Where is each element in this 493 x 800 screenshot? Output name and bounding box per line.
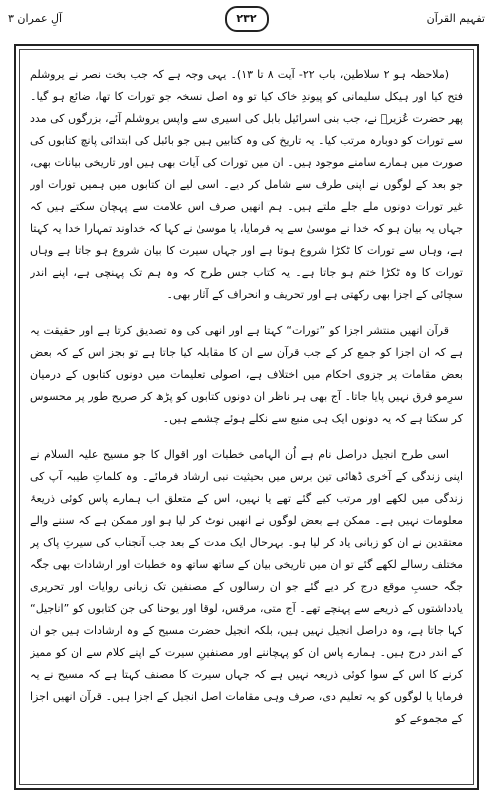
paragraph-2: قرآن انھیں منتشر اجزا کو ”تورات“ کہتا ہے اور انھی کی وہ تصدیق کرتا ہے اور حقیقت یہ ہے کہ ان اجزا کو جمع کر کے جب قرآن سے ان کا مقابلہ کیا جاتا ہے تو بجز اس کے کہ بعض بعض مقامات پر جزوی احکام میں اختلاف ہے، اصولی تعلیمات میں دونوں کتابوں کے درمیان سرِمو فرق نہیں پایا جاتا۔ آج بھی ہر ناظر ان دونوں کتابوں کو پڑھ کر صریح طور پر محسوس کر سکتا ہے کہ یہ دونوں ایک ہی منبع سے نکلے ہوئے چشمے ہیں۔ [30,324,463,425]
paragraph-3: اسی طرح انجیل دراصل نام ہے اُن الہامی خطبات اور اقوال کا جو مسیح علیہ السلام نے اپنی زندگی کے آخری ڈھائی تین برس میں بحیثیت نبی ارشاد فرمائے۔ وہ کلماتِ طیبہ آپ کی زندگی میں لکھے اور مرتب کیے گئے تھے یا نہیں، اس کے متعلق اب ہمارے پاس کوئی ذریعۂ معلومات نہیں ہے۔ ممکن ہے بعض لوگوں نے انھیں نوٹ کر لیا ہو اور ممکن ہے کہ سننے والے معتقدین نے ان کو زبانی یاد کر لیا ہو۔ بہرحال ایک مدت کے بعد جب آنجناب کی سیرتِ پاک پر مختلف رسالے لکھے گئے تو ان میں تاریخی بیان کے ساتھ ساتھ وہ خطبات اور ارشادات بھی جگہ جگہ حسبِ موقع درج کر دیے گئے جو ان رسالوں کے مصنفین تک زبانی روایات اور تحریری یادداشتوں کے ذریعے سے پہنچے تھے۔ آج متی، مرقس، لوقا اور یوحنا کی جن کتابوں کو ”اناجیل“ کہا جاتا ہے، وہ دراصل انجیل نہیں ہیں، بلکہ انجیل حضرت مسیح کے وہ ارشادات ہیں جو ان کے اندر درج ہیں۔ ہمارے پاس ان کو پہچاننے اور مصنفینِ سیرت کے اپنے کلام سے ان کو ممیز کرنے کا اس کے سوا کوئی ذریعہ نہیں ہے کہ جہاں سیرت کا مصنف کہتا ہے کہ مسیح نے یہ فرمایا یا لوگوں کو یہ تعلیم دی، صرف وہی مقامات اصل انجیل کے اجزا ہیں۔ قرآن انھیں اجزا کے مجموعے کو [30,448,463,725]
text-body [30,64,463,778]
surah-title: آلِ عمران ۳ [8,12,63,25]
paragraph-1: (ملاحظہ ہو ۲ سلاطین، باب ۲۲- آیت ۸ تا ۱۳)۔ یہی وجہ ہے کہ جب بخت نصر نے یروشلم فتح کیا اور ہیکل سلیمانی کو پیوندِ خاک کیا تو وہ اصل نسخہ جو تورات کا تھا، ضائع ہو گیا۔ پھر حضرت عُزیرؑ نے، جب بنی اسرائیل بابل کی اسیری سے واپس یروشلم آئے، بزرگوں کی مدد سے تورات کو دوبارہ مرتب کیا۔ یہ تاریخ کی وہ کتابیں ہیں جو بائبل کی ابتدائی پانچ کتابوں کی صورت میں ہمارے سامنے موجود ہیں۔ ان میں تورات کی آیات بھی ہیں اور تاریخی بیانات بھی، جو بعد کے لوگوں نے اپنی طرف سے شامل کر دیے۔ اسی لیے ان کتابوں میں ہمیں تورات اور غیر تورات دونوں ملے جلے ملتے ہیں۔ ہم انھیں صرف اس علامت سے پہچان سکتے ہیں کہ جہاں یہ بیان ہو کہ خدا نے موسیٰ سے یہ فرمایا، یا موسیٰ نے کہا کہ خداوند تمہارا خدا یہ کہتا ہے، وہاں سے تورات کا ٹکڑا شروع ہوتا ہے اور جہاں سیرت کا بیان شروع ہو جاتا ہے وہاں تورات کا وہ ٹکڑا ختم ہو جاتا ہے۔ یہ کتاب جس طرح کہ وہ ہم تک پہنچی ہے، اپنے اندر سچائی کے اجزا بھی رکھتی ہے اور تحریف و انحراف کے آثار بھی۔ [30,68,463,301]
page-header [8,6,485,34]
page-border [14,44,479,790]
book-title: تفہیم القرآن [426,12,485,25]
page-number: ۲۳۲ [225,6,269,32]
